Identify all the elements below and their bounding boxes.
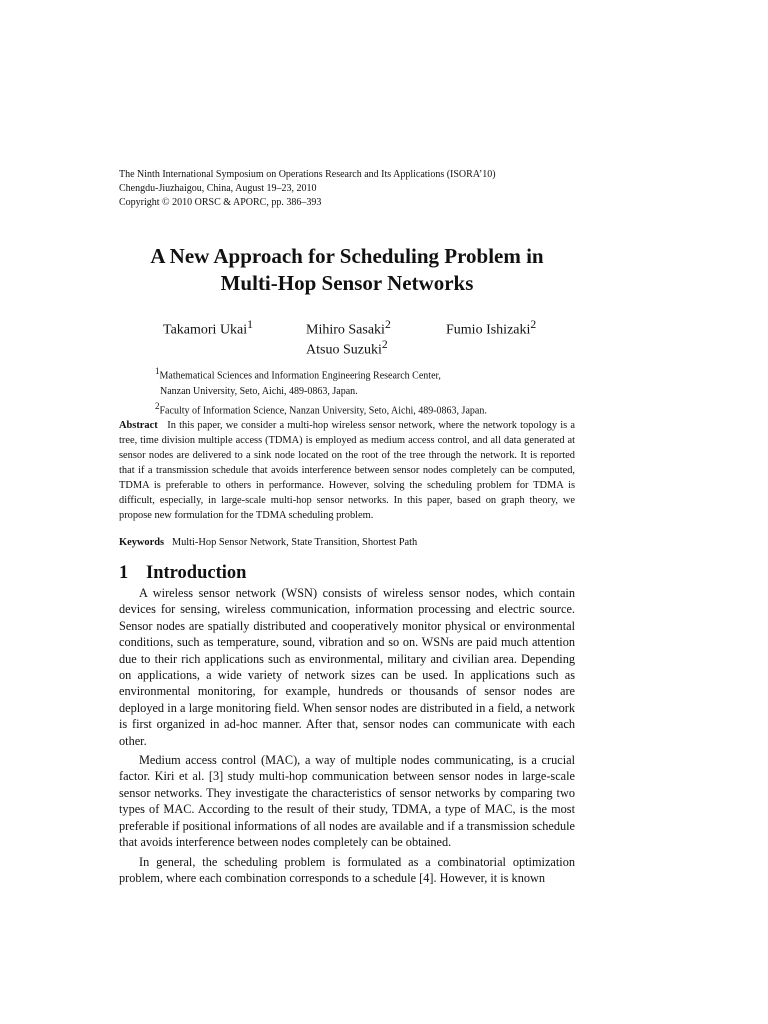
conference-name: The Ninth International Symposium on Operations Research and Its Applications (ISORA’10) [119,169,496,180]
section-number: 1 [119,563,129,583]
keywords [119,537,417,548]
section-body [119,585,575,889]
paper-title [119,243,575,297]
author [446,316,536,340]
affiliation-2: $^2$Faculty of Information Science, Nanzan University, Seto, Aichi, 489-0863, Japan. [155,401,487,417]
author-name: Takamori Ukai [163,322,248,338]
section-heading [119,563,246,584]
author [306,336,388,360]
abstract-text: In this paper, we consider a multi-hop wireless sensor network, where the network topology is a tree, time division multiple access (TDMA) is employed as medium access control, and all data generated at sensor nodes are delivered to a sink node located on the root of the tree through the network. It is reported that if a transmission schedule that avoids interference between sensor nodes completely can be computed, TDMA is preferable to others in performance. However, solving the scheduling problem for TDMA is difficult, especially, in large-scale multi-hop sensor networks. In this paper, based on graph theory, we propose new formulation for the TDMA scheduling problem. [119,420,575,521]
paragraph: Medium access control (MAC), a way of multiple nodes communicating, is a crucial factor. Kiri et al. [3] study multi-hop communication between sensor nodes in large-scale sensor networks. They investigate the characteristics of sensor networks by comparing two types of MAC. According to the result of their study, TDMA, a type of MAC, is the most preferable if positional informations of all nodes are available and if a transmission schedule that avoids interference between nodes completely can be obtained. [119,753,575,850]
keywords-text: Multi-Hop Sensor Network, State Transition, Shortest Path [171,537,418,548]
affiliations [155,364,487,419]
author-name: Mihiro Sasaki [306,322,385,338]
section-title: Introduction [146,563,247,583]
title-line-2: Multi-Hop Sensor Networks [220,271,474,295]
author-name: Atsuo Suzuki [306,342,382,358]
copyright-line: Copyright © 2010 ORSC & APORC, pp. 386–393 [119,197,322,209]
paragraph: In general, the scheduling problem is formulated as a combinatorial optimization problem, where each combination corresponds to a schedule [4]. However, it is known [119,854,575,885]
paragraph: A wireless sensor network (WSN) consists of wireless sensor nodes, which contain devices for sensing, wireless communication, information processing and electric source. Sensor nodes are spatially distributed and cooperatively monitor physical or environmental conditions, such as temperature, sound, vibration and so on. WSNs are paid much attention due to their rich applications such as environmental, military and civilian area. Depending on applications, a wide variety of network sizes can be used. In applications such as environmental monitoring, for example, hundreds or thousands of sensor nodes are deployed in a large monitoring field. When sensor nodes are distributed in a field, a network is first organized in ad-hoc manner. After that, sensor nodes can communicate with each other. [119,586,575,748]
keywords-label: Keywords [119,537,165,548]
conference-location: Chengdu-Jiuzhaigou, China, August 19–23, 2010 [119,183,317,195]
author [163,316,253,340]
affiliation-1-cont: Nanzan University, Seto, Aichi, 489-0863, Japan. [160,385,358,397]
author-affiliation-mark: 1 [247,318,253,331]
abstract-label: Abstract [119,420,158,431]
author-affiliation-mark: 2 [384,318,391,331]
author-affiliation-mark: 2 [530,318,537,331]
conference-header [119,168,599,211]
author-name: Fumio Ishizaki [446,322,531,338]
affiliation-1: $^1$Mathematical Sciences and Information Engineering Research Center, [155,366,441,382]
author-affiliation-mark: 2 [381,338,388,351]
title-line-1: A New Approach for Scheduling Problem in [150,244,544,268]
abstract [119,418,575,523]
